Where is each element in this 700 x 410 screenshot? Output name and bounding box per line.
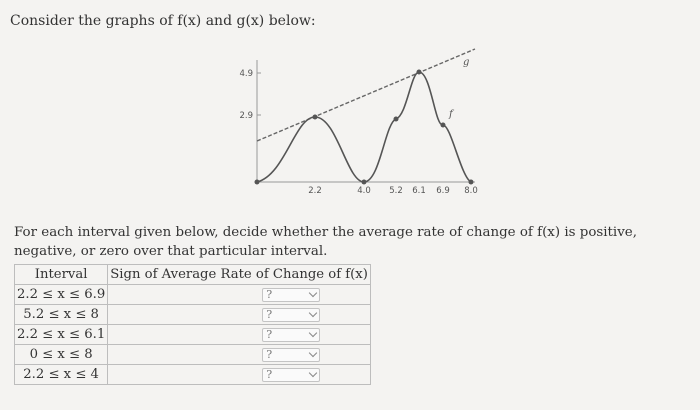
x-tick-label: 6.9 (436, 186, 450, 196)
table-row (15, 305, 371, 325)
point (255, 180, 260, 185)
answer-table (14, 264, 371, 385)
chevron-down-icon (309, 329, 317, 337)
select-value: ? (266, 348, 273, 361)
x-tick-label: 8.0 (464, 186, 478, 196)
x-tick-label: 5.2 (389, 186, 403, 196)
x-tick-label: 6.1 (412, 186, 426, 196)
chevron-down-icon (309, 369, 317, 377)
point (394, 117, 399, 122)
chevron-down-icon (309, 349, 317, 357)
interval-cell: 0 ≤ x ≤ 8 (15, 345, 108, 365)
interval-cell: 5.2 ≤ x ≤ 8 (15, 305, 108, 325)
x-tick-label: 2.2 (308, 186, 322, 196)
sign-select[interactable] (262, 368, 320, 382)
interval-cell: 2.2 ≤ x ≤ 6.1 (15, 325, 108, 345)
g-label: g (463, 57, 470, 68)
y-tick-label: 2.9 (239, 111, 253, 121)
point (469, 180, 474, 185)
point (362, 180, 367, 185)
interval-cell: 2.2 ≤ x ≤ 6.9 (15, 285, 108, 305)
select-value: ? (266, 288, 273, 301)
chevron-down-icon (309, 289, 317, 297)
table-row (15, 285, 371, 305)
function-graph (225, 45, 485, 205)
question-text: For each interval given below, decide whether the average rate of change of f(x) is positive, negative, or zero over that particular interval. (14, 225, 637, 259)
sign-select[interactable] (262, 328, 320, 342)
point (441, 123, 446, 128)
sign-select[interactable] (262, 308, 320, 322)
table-row (15, 365, 371, 385)
select-value: ? (266, 308, 273, 321)
header-interval: Interval (15, 265, 108, 285)
select-value: ? (266, 368, 273, 381)
sign-select[interactable] (262, 348, 320, 362)
y-tick-label: 4.9 (239, 69, 253, 79)
select-value: ? (266, 328, 273, 341)
point (417, 70, 422, 75)
table-row (15, 325, 371, 345)
x-tick-label: 4.0 (357, 186, 371, 196)
f-label: f (449, 109, 453, 120)
header-sign: Sign of Average Rate of Change of f(x) (108, 265, 371, 285)
intro-text: Consider the graphs of f(x) and g(x) below: (10, 13, 316, 29)
interval-cell: 2.2 ≤ x ≤ 4 (15, 365, 108, 385)
sign-select[interactable] (262, 288, 320, 302)
chevron-down-icon (309, 309, 317, 317)
table-row (15, 345, 371, 365)
point (313, 115, 318, 120)
f-curve (257, 72, 471, 182)
